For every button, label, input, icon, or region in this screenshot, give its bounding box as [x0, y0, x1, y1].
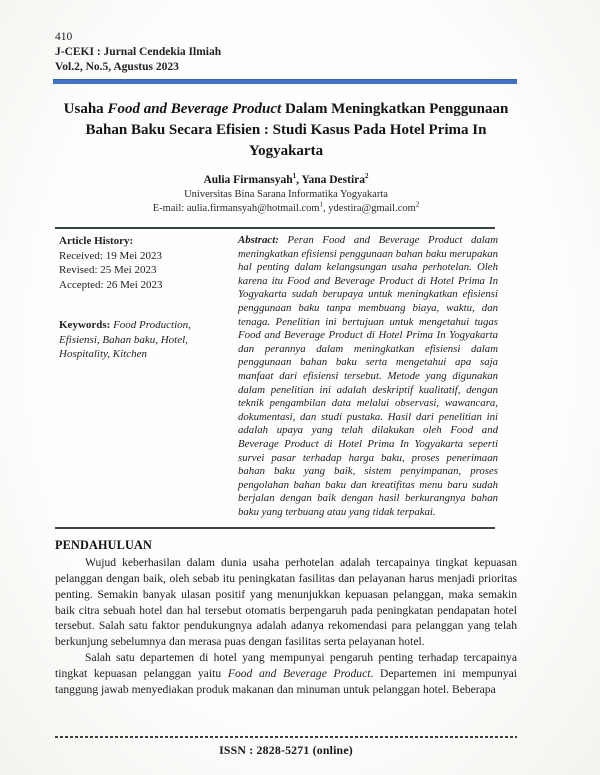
email-2-superscript: 2: [415, 200, 420, 208]
page-number: 410: [55, 31, 73, 43]
author-2-superscript: 2: [365, 172, 369, 181]
email-address-2: ydestira@gmail.com: [328, 202, 416, 214]
email-address-1: aulia.firmansyah@hotmail.com: [186, 202, 320, 214]
meta-bottom-rule: [55, 527, 495, 529]
email-1-superscript: 1: [319, 200, 324, 208]
article-title: [56, 99, 516, 162]
email-separator: ,: [323, 202, 329, 214]
paragraph-2-italic-phrase: Food and Beverage Product: [227, 666, 371, 680]
abstract-column: [238, 234, 498, 519]
volume-info: Vol.2, No.5, Agustus 2023: [55, 61, 179, 73]
introduction-paragraph-2: [55, 650, 517, 697]
email-prefix: E-mail:: [152, 202, 187, 214]
received-date: Received: 19 Mei 2023: [59, 249, 162, 262]
authors-line: [55, 174, 517, 186]
introduction-paragraph-1: Wujud keberhasilan dalam dunia usaha perhotelan adalah tercapainya tingkat kepuasan pelanggan dengan baik, oleh sebab itu peningkatan fasilitas dan pelayanan harus menjadi prioritas penting. Semakin banyak ulasan positif yang menunjukkan kepuasan pelanggan, maka semakin baik citra sebuah hotel dan hal tersebut otomatis berpengaruh pada peningkatan pendapatan hotel tersebut. Salah satu faktor pendukungnya adalah adanya rekomendasi para pelanggan yang telah berkunjung sebelumnya dan merasa puas dengan fasilitas serta pelayanan hotel.: [55, 556, 517, 649]
accepted-date: Accepted: 26 Mei 2023: [59, 278, 163, 291]
title-text-suffix: Dalam Meningkatkan Penggunaan Bahan Baku Secara Efisien : Studi Kasus Pada Hotel Prima In Yogyakarta: [85, 101, 509, 159]
keywords-block: [59, 318, 231, 362]
article-history-column: [59, 234, 231, 519]
introduction-heading: PENDAHULUAN: [55, 538, 152, 553]
header-accent-rule: [53, 79, 517, 84]
meta-section: [55, 227, 498, 529]
paragraph-2-text: Salah satu departemen di hotel yang mempunyai pengaruh penting terhadap tercapainya tingkat kepuasan pelanggan yaitu: [55, 651, 517, 680]
page-footer: [55, 736, 517, 758]
article-history-label: Article History:: [59, 235, 134, 247]
page-header: [55, 30, 517, 75]
journal-name: J-CEKI : Jurnal Cendekia Ilmiah: [55, 46, 222, 58]
author-2: Yana Destira: [301, 174, 366, 186]
footer-dotted-rule: [55, 736, 517, 738]
abstract-label: Abstract:: [238, 234, 279, 246]
author-separator: ,: [296, 174, 302, 186]
revised-date: Revised: 25 Mei 2023: [59, 264, 157, 276]
introduction-section: [55, 538, 517, 697]
keywords-label: Keywords:: [59, 319, 111, 331]
email-line: [55, 202, 517, 216]
affiliation: Universitas Bina Sarana Informatika Yogyakarta: [184, 189, 388, 200]
title-text: Usaha: [63, 101, 108, 117]
paragraph-2-text-after: . Departemen ini mempunyai tanggung jawab menyediakan produk makanan dan minuman untuk pelanggan hotel. Beberapa: [55, 666, 517, 696]
author-1-superscript: 1: [292, 172, 297, 181]
author-1: Aulia Firmansyah: [203, 174, 293, 186]
issn-text: ISSN : 2828-5271 (online): [219, 743, 353, 757]
title-italic-phrase: Food and Beverage Product: [107, 101, 282, 117]
keywords-text: Food Production, Efisiensi, Bahan baku, Hotel, Hospitality, Kitchen: [59, 319, 191, 360]
abstract-text: Peran Food and Beverage Product dalam meningkatkan efisiensi penggunaan bahan baku merupakan hal penting dalam kelangsungan usaha perhotelan. Oleh karena itu Food and Beverage Product di Hotel Prima In Yogyakarta sudah berupaya untuk meningkatkan efisiensi penggunaan baku tanpa membuang biaya, waktu, dan tenaga. Penelitian ini bertujuan untuk mengetahui tugas Food and Beverage Product di Hotel Prima In Yogyakarta dan perannya dalam meningkatkan efisiensi dalam penggunaan bahan baku serta mengetahui apa saja manfaat dari efisiensi tersebut. Metode yang digunakan dalam penelitian ini adalah deskriptif kualitatif, dengan teknik pengambilan data melalui observasi, wawancara, dokumentasi, dan studi pustaka. Hasil dari penelitian ini adalah upaya yang telah dilakukan oleh Food and Beverage Product di Hotel Prima In Yogyakarta seperti survei pasar terhadap harga baku, proses penerimaan bahan baku yang baik, sistem penyimpanan, proses pengolahan bahan baku dan kreatifitas menu baru sudah berjalan dengan baik dengan hasil berkurangnya bahan baku yang terbuang atau yang tidak terpakai.: [238, 234, 498, 518]
